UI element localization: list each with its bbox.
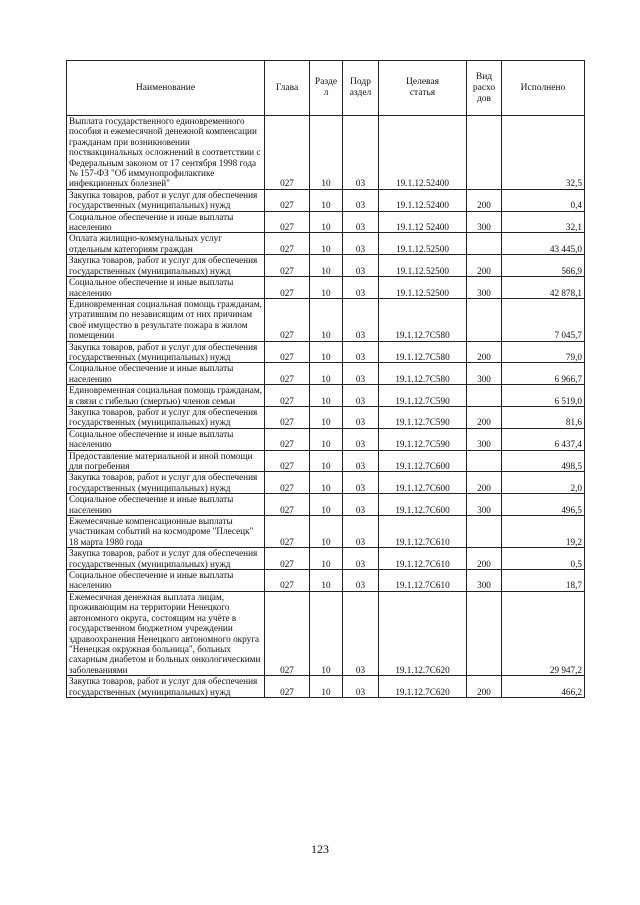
cell-target: 19.1.12.52500: [379, 255, 467, 277]
cell-section: 10: [310, 591, 343, 675]
table-row: [67, 450, 585, 472]
cell-name: Закупка товаров, работ и услуг для обеспечения государственных (муниципальных) нужд: [67, 406, 265, 428]
cell-target: 19.1.12.52400: [379, 116, 467, 190]
cell-chapter: 027: [265, 472, 310, 494]
cell-amount: 32,1: [502, 211, 585, 233]
cell-subsection: 03: [343, 472, 379, 494]
cell-subsection: 03: [343, 494, 379, 516]
table-row: [67, 494, 585, 516]
cell-amount: 43 445,0: [502, 233, 585, 255]
cell-name: Социальное обеспечение и иные выплаты населению: [67, 211, 265, 233]
cell-section: 10: [310, 516, 343, 548]
cell-amount: 0,5: [502, 548, 585, 570]
cell-subsection: 03: [343, 406, 379, 428]
cell-section: 10: [310, 116, 343, 190]
cell-type: 200: [467, 189, 502, 211]
cell-amount: 29 947,2: [502, 591, 585, 675]
cell-chapter: 027: [265, 116, 310, 190]
cell-subsection: 03: [343, 298, 379, 341]
cell-amount: 6 519,0: [502, 385, 585, 407]
cell-subsection: 03: [343, 255, 379, 277]
cell-chapter: 027: [265, 406, 310, 428]
cell-target: 19.1.12.7С580: [379, 298, 467, 341]
cell-target: 19.1.12.7С580: [379, 363, 467, 385]
cell-chapter: 027: [265, 548, 310, 570]
cell-target: 19.1.12.7С620: [379, 591, 467, 675]
cell-amount: 498,5: [502, 450, 585, 472]
table-row: [67, 591, 585, 675]
cell-section: 10: [310, 298, 343, 341]
cell-target: 19.1.12.7С600: [379, 450, 467, 472]
cell-target: 19.1.12.7С610: [379, 548, 467, 570]
cell-name: Закупка товаров, работ и услуг для обеспечения государственных (муниципальных) нужд: [67, 472, 265, 494]
cell-type: [467, 116, 502, 190]
budget-table: [66, 60, 585, 698]
cell-target: 19.1.12.7С610: [379, 570, 467, 592]
cell-target: 19.1.12.52500: [379, 233, 467, 255]
header-row: [67, 61, 585, 116]
cell-type: 300: [467, 570, 502, 592]
cell-target: 19.1.12.7С600: [379, 472, 467, 494]
cell-name: Закупка товаров, работ и услуг для обеспечения государственных (муниципальных) нужд: [67, 676, 265, 698]
cell-amount: 6 966,7: [502, 363, 585, 385]
cell-chapter: 027: [265, 211, 310, 233]
cell-type: 200: [467, 341, 502, 363]
cell-name: Закупка товаров, работ и услуг для обеспечения государственных (муниципальных) нужд: [67, 189, 265, 211]
cell-section: 10: [310, 406, 343, 428]
cell-name: Ежемесячные компенсационные выплаты участникам событий на космодроме "Плесецк" 18 марта 1980 года: [67, 516, 265, 548]
table-row: [67, 676, 585, 698]
cell-type: [467, 516, 502, 548]
table-row: [67, 211, 585, 233]
header-name: Наименование: [67, 61, 265, 116]
header-target-article: Целевая статья: [379, 61, 467, 116]
cell-type: 200: [467, 255, 502, 277]
cell-name: Социальное обеспечение и иные выплаты населению: [67, 363, 265, 385]
cell-name: Единовременная социальная помощь гражданам, утратившим по независящим от них причинам своё имущество в результате пожара в жилом помещении: [67, 298, 265, 341]
cell-subsection: 03: [343, 189, 379, 211]
cell-name: Оплата жилищно-коммунальных услуг отдельным категориям граждан: [67, 233, 265, 255]
cell-target: 19.1.12 52400: [379, 211, 467, 233]
cell-name: Закупка товаров, работ и услуг для обеспечения государственных (муниципальных) нужд: [67, 255, 265, 277]
cell-target: 19.1.12.7С610: [379, 516, 467, 548]
cell-section: 10: [310, 428, 343, 450]
cell-type: 200: [467, 406, 502, 428]
cell-amount: 6 437,4: [502, 428, 585, 450]
cell-target: 19.1.12.7С590: [379, 428, 467, 450]
cell-chapter: 027: [265, 450, 310, 472]
cell-subsection: 03: [343, 341, 379, 363]
header-executed: Исполнено: [502, 61, 585, 116]
cell-amount: 42 878,1: [502, 277, 585, 299]
cell-section: 10: [310, 233, 343, 255]
cell-type: [467, 233, 502, 255]
cell-subsection: 03: [343, 450, 379, 472]
cell-section: 10: [310, 472, 343, 494]
cell-chapter: 027: [265, 676, 310, 698]
cell-section: 10: [310, 189, 343, 211]
table-row: [67, 277, 585, 299]
table-row: [67, 116, 585, 190]
table-row: [67, 570, 585, 592]
cell-name: Закупка товаров, работ и услуг для обеспечения государственных (муниципальных) нужд: [67, 341, 265, 363]
cell-type: 300: [467, 494, 502, 516]
cell-section: 10: [310, 494, 343, 516]
cell-subsection: 03: [343, 570, 379, 592]
cell-amount: 79,0: [502, 341, 585, 363]
cell-subsection: 03: [343, 277, 379, 299]
cell-section: 10: [310, 570, 343, 592]
cell-chapter: 027: [265, 341, 310, 363]
table-row: [67, 189, 585, 211]
cell-amount: 18,7: [502, 570, 585, 592]
cell-amount: 19,2: [502, 516, 585, 548]
table-row: [67, 428, 585, 450]
cell-subsection: 03: [343, 428, 379, 450]
cell-target: 19.1.12.7С600: [379, 494, 467, 516]
cell-target: 19.1.12.7С620: [379, 676, 467, 698]
cell-subsection: 03: [343, 385, 379, 407]
cell-subsection: 03: [343, 211, 379, 233]
header-section: Разде л: [310, 61, 343, 116]
cell-type: 200: [467, 472, 502, 494]
cell-target: 19.1.12.7С580: [379, 341, 467, 363]
cell-section: 10: [310, 341, 343, 363]
cell-chapter: 027: [265, 298, 310, 341]
cell-type: 200: [467, 676, 502, 698]
cell-name: Социальное обеспечение и иные выплаты населению: [67, 428, 265, 450]
cell-chapter: 027: [265, 516, 310, 548]
cell-section: 10: [310, 385, 343, 407]
cell-subsection: 03: [343, 548, 379, 570]
table-row: [67, 385, 585, 407]
cell-subsection: 03: [343, 591, 379, 675]
cell-subsection: 03: [343, 516, 379, 548]
cell-amount: 32,5: [502, 116, 585, 190]
table-row: [67, 516, 585, 548]
cell-chapter: 027: [265, 385, 310, 407]
cell-chapter: 027: [265, 494, 310, 516]
table-row: [67, 363, 585, 385]
cell-type: 300: [467, 428, 502, 450]
cell-target: 19.1.12.52500: [379, 277, 467, 299]
cell-amount: 81,6: [502, 406, 585, 428]
cell-section: 10: [310, 255, 343, 277]
cell-section: 10: [310, 450, 343, 472]
table-row: [67, 233, 585, 255]
cell-name: Ежемесячная денежная выплата лицам, проживающим на территории Ненецкого автономного округа, состоящим на учёте в государственном бюджетном учреждении здравоохранения Ненецкого автономного округа "Ненецкая окружная больница", больных сахарным диабетом и больных онкологическими заболеваниями: [67, 591, 265, 675]
cell-name: Социальное обеспечение и иные выплаты населению: [67, 277, 265, 299]
cell-type: [467, 385, 502, 407]
table-row: [67, 406, 585, 428]
cell-chapter: 027: [265, 277, 310, 299]
cell-chapter: 027: [265, 428, 310, 450]
cell-amount: 0,4: [502, 189, 585, 211]
header-expense-type: Вид расхо дов: [467, 61, 502, 116]
header-subsection: Подр аздел: [343, 61, 379, 116]
table-row: [67, 298, 585, 341]
cell-amount: 566,9: [502, 255, 585, 277]
cell-name: Единовременная социальная помощь гражданам, в связи с гибелью (смертью) членов семьи: [67, 385, 265, 407]
page-number: 123: [311, 842, 329, 856]
cell-section: 10: [310, 363, 343, 385]
cell-section: 10: [310, 211, 343, 233]
cell-chapter: 027: [265, 591, 310, 675]
cell-subsection: 03: [343, 116, 379, 190]
cell-type: [467, 298, 502, 341]
cell-name: Предоставление материальной и иной помощи для погребения: [67, 450, 265, 472]
cell-section: 10: [310, 277, 343, 299]
cell-subsection: 03: [343, 363, 379, 385]
cell-chapter: 027: [265, 255, 310, 277]
cell-amount: 7 045,7: [502, 298, 585, 341]
cell-section: 10: [310, 548, 343, 570]
cell-chapter: 027: [265, 233, 310, 255]
cell-subsection: 03: [343, 233, 379, 255]
cell-amount: 2,0: [502, 472, 585, 494]
cell-chapter: 027: [265, 570, 310, 592]
cell-name: Выплата государственного единовременного пособия и ежемесячной денежной компенсации гражданам при возникновении поствакцинальных осложнений в соответствии с Федеральным законом от 17 сентября 1998 года № 157-ФЗ "Об иммунопрофилактике инфекционных болезней": [67, 116, 265, 190]
cell-type: [467, 450, 502, 472]
cell-amount: 496,5: [502, 494, 585, 516]
table-row: [67, 255, 585, 277]
cell-target: 19.1.12.52400: [379, 189, 467, 211]
cell-name: Социальное обеспечение и иные выплаты населению: [67, 494, 265, 516]
cell-section: 10: [310, 676, 343, 698]
cell-chapter: 027: [265, 363, 310, 385]
cell-name: Закупка товаров, работ и услуг для обеспечения государственных (муниципальных) нужд: [67, 548, 265, 570]
table-row: [67, 472, 585, 494]
cell-type: 300: [467, 211, 502, 233]
cell-name: Социальное обеспечение и иные выплаты населению: [67, 570, 265, 592]
cell-type: [467, 591, 502, 675]
table-row: [67, 341, 585, 363]
cell-type: 300: [467, 363, 502, 385]
cell-type: 300: [467, 277, 502, 299]
header-chapter: Глава: [265, 61, 310, 116]
cell-target: 19.1.12.7С590: [379, 385, 467, 407]
cell-amount: 466,2: [502, 676, 585, 698]
cell-subsection: 03: [343, 676, 379, 698]
cell-chapter: 027: [265, 189, 310, 211]
cell-type: 200: [467, 548, 502, 570]
cell-target: 19.1.12.7С590: [379, 406, 467, 428]
table-row: [67, 548, 585, 570]
